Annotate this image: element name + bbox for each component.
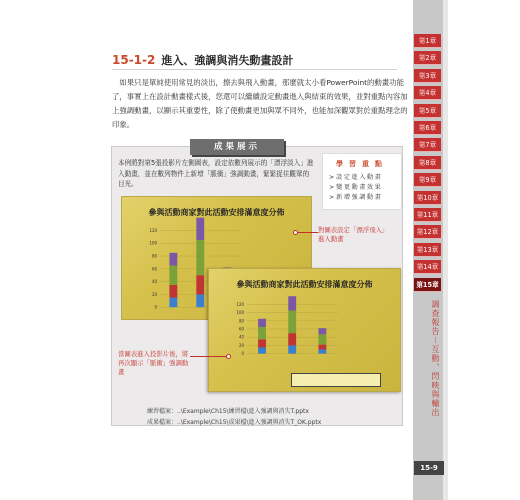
page-number: 15-9 xyxy=(414,461,444,475)
learning-point: > 新增強調動畫 xyxy=(329,193,401,203)
bar-segment xyxy=(169,285,177,298)
bar-segment xyxy=(169,298,177,308)
chapter-tab[interactable]: 第13章 xyxy=(414,243,441,257)
section-title: 進入、強調與消失動畫設計 xyxy=(161,54,294,67)
file-paths xyxy=(147,406,321,428)
y-tick-label: 20 xyxy=(238,342,244,348)
y-tick-label: 40 xyxy=(151,279,157,285)
slide-title: 參與活動商家對此活動安排滿意度分佈 xyxy=(148,208,285,217)
chapter-tab[interactable]: 第2章 xyxy=(414,51,441,65)
y-tick-label: 80 xyxy=(151,253,157,259)
bar-segment xyxy=(169,253,177,266)
bar-segment xyxy=(258,347,266,353)
chapter-tab[interactable]: 第11章 xyxy=(414,208,441,222)
bar-segment xyxy=(288,333,296,345)
learning-point: > 設定進入動畫 xyxy=(329,173,401,183)
y-tick-label: 100 xyxy=(149,240,157,246)
bar-segment xyxy=(196,240,204,275)
slide-title: 參與活動商家對此活動安排滿意度分佈 xyxy=(236,280,373,289)
chapter-tab[interactable]: 第9章 xyxy=(414,173,441,187)
y-tick-label: 60 xyxy=(151,266,157,272)
chapter-tab[interactable]: 第15章 xyxy=(414,278,441,292)
section-heading xyxy=(112,50,293,70)
bar-segment xyxy=(318,345,326,350)
learning-points-list xyxy=(329,173,401,203)
learning-point: > 變更動畫效果 xyxy=(329,183,401,193)
chapter-tab[interactable]: 第6章 xyxy=(414,121,441,135)
chapter-tab[interactable]: 第12章 xyxy=(414,225,441,239)
y-tick-label: 0 xyxy=(154,304,157,310)
bar-segment xyxy=(318,334,326,344)
result-tab-label: 成果展示 xyxy=(190,139,284,155)
bar-segment xyxy=(169,266,177,285)
y-tick-label: 40 xyxy=(238,334,244,340)
y-tick-label: 0 xyxy=(241,351,244,357)
learning-points-title: 學習重點 xyxy=(336,160,388,168)
callout-line xyxy=(296,232,318,233)
y-tick-label: 80 xyxy=(238,318,244,324)
body-paragraph: 如果只是單純使用常見的淡出，擦去與飛入動畫，那麼就太小看PowerPoint的動畫功能了，事實上在設計動畫樣式後，您還可以繼續設定動畫進入與結束的效果，並對重點內容加上強調動畫，以顯示其重要性，除了使動畫更加與眾不同外，也能加深觀眾對於重點理念的印象。 xyxy=(112,78,408,129)
learning-points-panel xyxy=(322,153,402,210)
chapter-tab[interactable]: 第7章 xyxy=(414,138,441,152)
heading-divider xyxy=(112,69,397,70)
callout-line xyxy=(190,356,228,357)
slide-thumbnail-2 xyxy=(208,268,401,392)
callout-float-in: 對圖表設定「漂浮飛入」進入動畫 xyxy=(318,226,386,243)
y-tick-label: 60 xyxy=(238,326,244,332)
slide-data-table xyxy=(291,373,381,387)
bar-segment xyxy=(288,311,296,334)
callout-dot xyxy=(226,354,231,359)
result-file-path: 成果檔案：..\Example\Ch15\成果檔\進入強調與消失T_OK.pptx xyxy=(147,419,322,426)
bar-segment xyxy=(318,328,326,334)
bar-segment xyxy=(196,275,204,294)
bar-segment xyxy=(258,327,266,339)
result-intro: 本例將對第5張投影片左側圖表，設定依數列展示的「漂浮淡入」進入動畫，並在數列物件上新增「脈衝」強調動畫，緊緊捉住觀眾的目光。 xyxy=(118,159,314,188)
y-tick-label: 120 xyxy=(149,227,157,233)
bar-segment xyxy=(196,218,204,240)
chapter-tab[interactable]: 第3章 xyxy=(414,69,441,83)
callout-pulse: 當圖表進入投影片後，將再次顯示「脈衝」強調動畫 xyxy=(118,350,189,376)
sidebar-edge xyxy=(443,0,448,500)
y-tick-label: 100 xyxy=(236,310,244,316)
bar-segment xyxy=(258,339,266,347)
callout-dot xyxy=(293,230,298,235)
chapter-tab[interactable]: 第14章 xyxy=(414,260,441,274)
bar-segment xyxy=(258,319,266,327)
chapter-tab[interactable]: 第1章 xyxy=(414,34,441,48)
bar-segment xyxy=(196,294,204,307)
chapter-tab[interactable]: 第10章 xyxy=(414,191,441,205)
chapter-tab[interactable]: 第4章 xyxy=(414,86,441,100)
chapter-tab[interactable]: 第5章 xyxy=(414,104,441,118)
y-tick-label: 120 xyxy=(236,301,244,307)
bar-segment xyxy=(288,296,296,310)
bar-segment xyxy=(318,350,326,354)
section-number: 15-1-2 xyxy=(112,53,156,67)
chapter-vertical-title: 調查報告－互動、閃映與輸出 xyxy=(431,300,440,417)
bar-segment xyxy=(288,345,296,353)
practice-file-path: 練習檔案：..\Example\Ch15\練習檔\進入強調與消失T.pptx xyxy=(147,408,309,415)
chapter-tab[interactable]: 第8章 xyxy=(414,156,441,170)
y-tick-label: 20 xyxy=(151,291,157,297)
